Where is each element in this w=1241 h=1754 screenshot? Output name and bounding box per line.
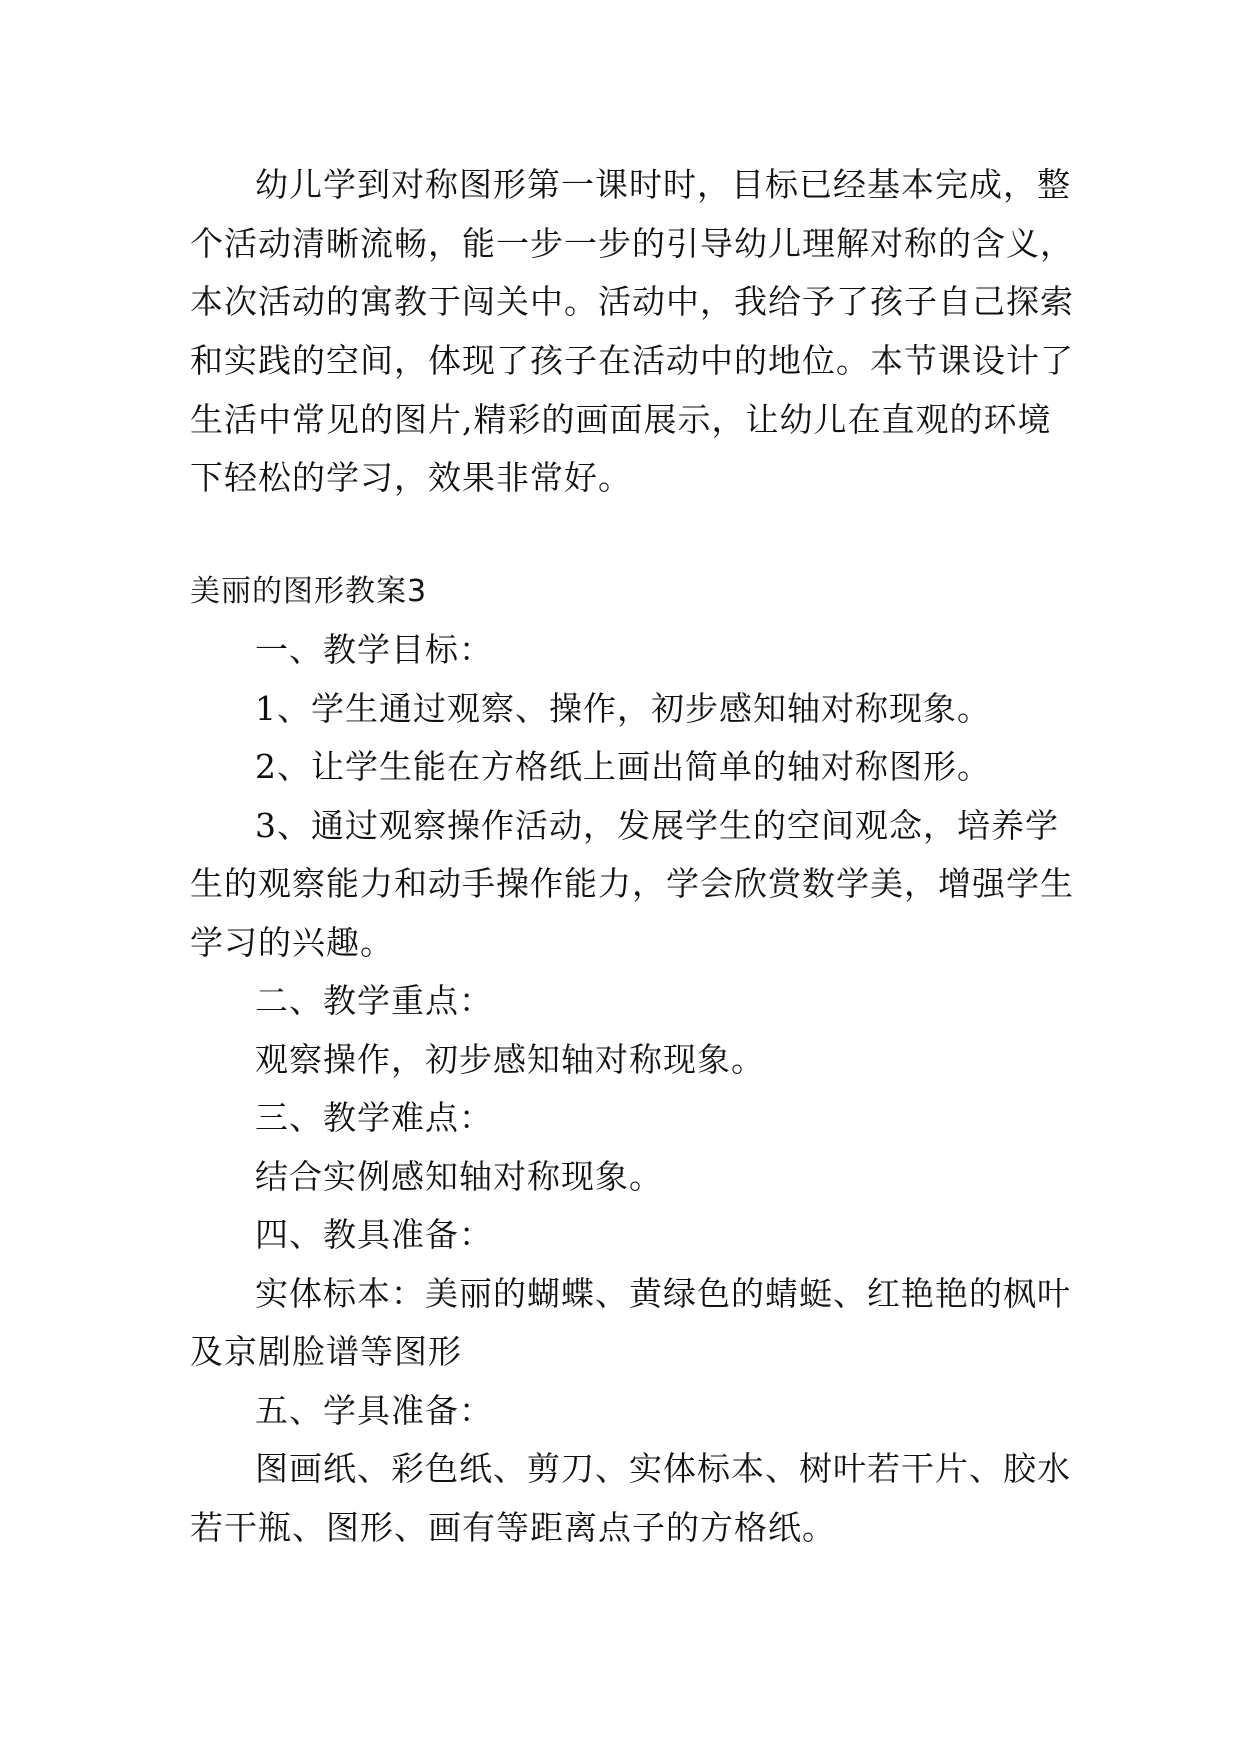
difficulty-text: 结合实例感知轴对称现象。 (255, 1157, 663, 1196)
heading-teaching-aids: 四、教具准备： (255, 1215, 493, 1254)
paragraph-line: 幼儿学到对称图形第一课时时，目标已经基本完成，整 (255, 165, 1071, 204)
teaching-aids-text: 实体标本：美丽的蝴蝶、黄绿色的蜻蜓、红艳艳的枫叶 (255, 1274, 1071, 1313)
goal-item-continued: 生的观察能力和动手操作能力，学会欣赏数学美，增强学生 (190, 864, 1074, 903)
paragraph-line: 和实践的空间，体现了孩子在活动中的地位。本节课设计了 (190, 341, 1074, 380)
paragraph-line: 下轻松的学习，效果非常好。 (190, 458, 632, 497)
heading-learning-aids: 五、学具准备： (255, 1391, 493, 1430)
heading-difficulty: 三、教学难点： (255, 1098, 493, 1137)
paragraph-line: 个活动清晰流畅，能一步一步的引导幼儿理解对称的含义， (190, 224, 1074, 263)
goal-item-continued: 学习的兴趣。 (190, 923, 394, 962)
goal-item: 1、学生通过观察、操作，初步感知轴对称现象。 (255, 689, 991, 728)
heading-teaching-goals: 一、教学目标： (255, 630, 493, 669)
goal-item: 3、通过观察操作活动，发展学生的空间观念，培养学 (255, 806, 1059, 845)
learning-aids-text-continued: 若干瓶、图形、画有等距离点子的方格纸。 (190, 1508, 836, 1547)
heading-key-point: 二、教学重点： (255, 981, 493, 1020)
paragraph-line: 生活中常见的图片,精彩的画面展示，让幼儿在直观的环境 (190, 400, 1052, 439)
section-title: 美丽的图形教案3 (190, 574, 428, 609)
teaching-aids-text-continued: 及京剧脸谱等图形 (190, 1332, 462, 1371)
key-point-text: 观察操作，初步感知轴对称现象。 (255, 1040, 765, 1079)
paragraph-line: 本次活动的寓教于闯关中。活动中，我给予了孩子自己探索 (190, 282, 1074, 321)
goal-item: 2、让学生能在方格纸上画出简单的轴对称图形。 (255, 747, 991, 786)
learning-aids-text: 图画纸、彩色纸、剪刀、实体标本、树叶若干片、胶水 (255, 1449, 1071, 1488)
